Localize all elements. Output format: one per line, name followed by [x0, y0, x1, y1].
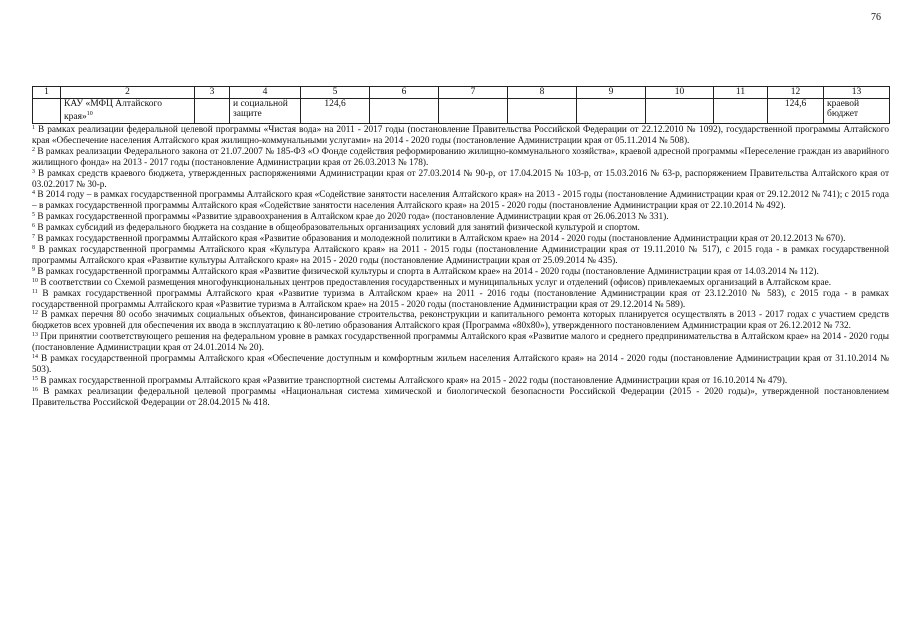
- footnote-number: 12: [32, 310, 38, 317]
- footnote-number: 9: [32, 266, 35, 273]
- footnote-number: 15: [32, 375, 38, 382]
- footnote-number: 6: [32, 223, 35, 230]
- page-number: 76: [871, 12, 881, 23]
- footnote-text: При принятии соответствующего решения на федеральном уровне в рамках государственной программы Алтайского края «Развитие малого и среднего предпринимательства в Алтайском крае» на 2014 - 2020 годы (постановление Администрации края от 24.01.2014 № 20).: [32, 332, 889, 354]
- table-cell: [439, 98, 508, 123]
- footnote-number: 10: [32, 277, 38, 284]
- table-cell: [577, 98, 646, 123]
- table-row: [33, 98, 890, 123]
- footnote-number: 4: [32, 190, 35, 197]
- footnote-number: 2: [32, 146, 35, 153]
- organization-name: КАУ «МФЦ Алтайского края»: [64, 98, 162, 123]
- footnote-number: 14: [32, 354, 38, 361]
- footnote-text: В рамках субсидий из федерального бюджета на создание в общеобразовательных организациях условий для занятий физической культурой и спортом.: [37, 223, 640, 234]
- footnote: [32, 223, 889, 234]
- table-cell: [195, 98, 230, 123]
- footnote-text: В рамках государственной программы Алтайского края «Обеспечение доступным и комфортным жильем населения Алтайского края» на 2014 - 2020 годы (постановление Администрации края от 31.10.2014 № 503).: [32, 354, 889, 375]
- footnote: [32, 376, 889, 387]
- column-header: 13: [824, 87, 890, 99]
- footnote-text: В рамках реализации федеральной целевой программы «Национальная система химической и биологической безопасности Российской Федерации (2015 - 2020 годы)», утвержденной постановлением Правительства Российской Федерации от 28.04.2015 № 418.: [32, 386, 889, 408]
- table-cell: [646, 98, 714, 123]
- table-header-row: [33, 87, 890, 99]
- footnote-text: В рамках государственной программы Алтайского края «Культура Алтайского края» на 2011 - 2015 годы (постановление Администрации края от 19.11.2010 № 517), с 2015 года - в рамках государственной программы Алтайского края «Развитие культуры Алтайского края» на 2015 - 2020 годы (постановление Администрации края от 25.09.2014 № 435).: [32, 244, 889, 266]
- column-header: 2: [61, 87, 195, 99]
- footnote: [32, 310, 889, 332]
- footnote: [32, 125, 889, 147]
- footnote-text: В рамках реализации Федерального закона от 21.07.2007 № 185-ФЗ «О Фонде содействия реформированию жилищно-коммунального хозяйства», краевой адресной программы «Переселение граждан из аварийного жилищного фонда» на 2013 - 2017 годы (постановление Администрации края от 26.03.2013 № 178).: [32, 146, 889, 168]
- footnote-text: В рамках государственной программы Алтайского края «Развитие образования и молодежной политики в Алтайском крае» на 2014 - 2020 годы (постановление Администрации края от 20.12.2013 № 670).: [37, 234, 846, 245]
- column-header: 12: [768, 87, 824, 99]
- table-cell: [33, 98, 61, 123]
- data-table: [32, 86, 890, 124]
- footnote: [32, 245, 889, 267]
- table-cell: и социальной защите: [230, 98, 301, 123]
- column-header: 1: [33, 87, 61, 99]
- column-header: 9: [577, 87, 646, 99]
- footnote-number: 16: [32, 386, 38, 393]
- table-cell: [370, 98, 439, 123]
- footnote: [32, 212, 889, 223]
- amount-cell: 124,6: [301, 98, 370, 123]
- column-header: 7: [439, 87, 508, 99]
- footnote-text: В рамках перечня 80 особо значимых социальных объектов, финансирование строительства, реконструкции и капитального ремонта которых планируется осуществлять в 2013 - 2017 годах с участием средств бюджетов всех уровней для обеспечения их ввода в эксплуатацию к 80-летию образования Алтайского края (Программа «80х80»), утвержденного постановлением Администрации края от 26.12.2012 № 732.: [32, 310, 889, 332]
- column-header: 10: [646, 87, 714, 99]
- footnote-text: В рамках средств краевого бюджета, утвержденных распоряжениями Администрации края от 27.03.2014 № 90-р, от 17.04.2015 № 103-р, от 15.03.2016 № 63-р, распоряжением Правительства Алтайского края от 03.02.2017 № 30-р.: [32, 168, 890, 190]
- footnote-text: В 2014 году – в рамках государственной программы Алтайского края «Содействие занятости населения Алтайского края» на 2013 - 2015 годы (постановление Администрации края от 29.12.2012 № 741); с 2015 года – в рамках государственной программы Алтайского края «Содействие занятости населения Алтайского края» на 2015 - 2020 годы (постановление Администрации края от 22.10.2014 № 492).: [32, 190, 889, 212]
- footnote: [32, 387, 889, 409]
- footnote-number: 5: [32, 212, 35, 219]
- footnote-ref: 10: [86, 111, 93, 117]
- footnote-number: 13: [32, 332, 38, 339]
- footnotes: [32, 125, 889, 409]
- footnote-text: В соответствии со Схемой размещения многофункциональных центров предоставления государственных и муниципальных услуг и отделений (офисов) привлекаемых организаций в Алтайском крае.: [40, 277, 832, 288]
- footnote-number: 8: [32, 244, 35, 251]
- footnote: [32, 289, 889, 311]
- column-header: 11: [714, 87, 768, 99]
- footnote-text: В рамках реализации федеральной целевой программы «Чистая вода» на 2011 - 2017 годы (постановление Правительства Российской Федерации от 22.12.2010 № 1092), государственной программы Алтайского края «Обеспечение населения Алтайского края жилищно-коммунальными услугами» на 2014 - 2020 годы (постановление Администрации края от 05.11.2014 № 508).: [32, 125, 889, 146]
- footnote-number: 3: [32, 168, 35, 175]
- table-cell: [508, 98, 577, 123]
- column-header: 3: [195, 87, 230, 99]
- amount-cell: 124,6: [768, 98, 824, 123]
- footnote: [32, 332, 889, 354]
- footnote: [32, 190, 889, 212]
- footnote: [32, 354, 889, 376]
- column-header: 5: [301, 87, 370, 99]
- footnote-text: В рамках государственной программы Алтайского края «Развитие туризма в Алтайском крае» на 2011 - 2016 годы (постановление Администрации края от 23.12.2010 № 583), с 2015 года - в рамках государственной программы Алтайского края «Развитие туризма в Алтайском крае» на 2015 - 2020 годы (постановление Администрации края от 29.12.2014 № 589).: [32, 288, 889, 310]
- footnote: [32, 234, 889, 245]
- footnote: [32, 278, 889, 289]
- footnote-number: 1: [32, 125, 35, 131]
- footnote: [32, 267, 889, 278]
- footnote-text: В рамках государственной программы Алтайского края «Развитие транспортной системы Алтайского края» на 2015 - 2022 годы (постановление Администрации края от 16.10.2014 № 479).: [40, 375, 788, 386]
- footnote-number: 11: [32, 288, 38, 295]
- table-cell: [714, 98, 768, 123]
- source-cell: краевой бюджет: [824, 98, 890, 123]
- organization-cell: [61, 98, 195, 123]
- column-header: 8: [508, 87, 577, 99]
- column-header: 6: [370, 87, 439, 99]
- footnote: [32, 147, 889, 169]
- footnote: [32, 169, 889, 191]
- footnote-number: 7: [32, 234, 35, 241]
- column-header: 4: [230, 87, 301, 99]
- footnote-text: В рамках государственной программы «Развитие здравоохранения в Алтайском крае до 2020 года» (постановление Администрации края от 26.06.2013 № 331).: [37, 212, 669, 223]
- footnote-text: В рамках государственной программы Алтайского края «Развитие физической культуры и спорта в Алтайском крае» на 2014 - 2020 годы (постановление Администрации края от 14.03.2014 № 112).: [37, 266, 819, 277]
